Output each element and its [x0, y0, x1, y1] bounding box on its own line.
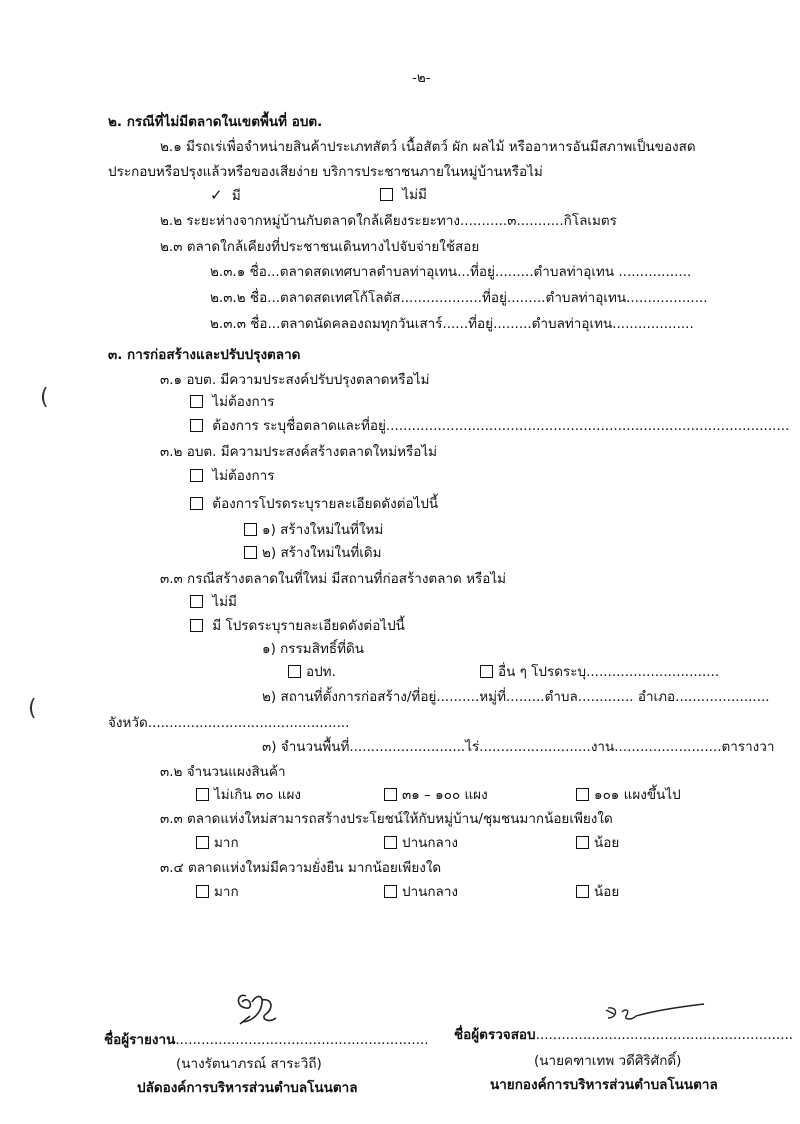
stalls-option-3[interactable] — [576, 785, 681, 805]
reporter-dots: ........................................................... — [175, 1032, 429, 1048]
question-2-3: ๒.๓ ตลาดใกล้เคียงที่ประชาชนเดินทางไปจับจ่ายใช้สอย — [160, 239, 480, 255]
option-label: อปท. — [306, 664, 336, 680]
section3-heading: ๓. การก่อสร้างและปรับปรุงตลาด — [108, 347, 301, 363]
option-label: น้อย — [594, 835, 620, 851]
checkbox-icon[interactable] — [480, 665, 493, 678]
checker-signature-line — [454, 1025, 793, 1045]
option-label: ๑) สร้างใหม่ในที่ใหม่ — [262, 522, 384, 538]
checker-dots: ............................................................ — [535, 1027, 794, 1043]
checkbox-icon[interactable] — [190, 619, 203, 632]
section2-heading: ๒. กรณีที่ไม่มีตลาดในเขตพื้นที่ อบต. — [108, 114, 323, 130]
question-3-1: ๓.๑ อบต. มีความประสงค์ปรับปรุงตลาดหรือไม่ — [160, 372, 430, 388]
option-label: มาก — [214, 835, 239, 851]
checkbox-icon[interactable] — [288, 665, 301, 678]
question-3-2: ๓.๒ อบต. มีความประสงค์สร้างตลาดใหม่หรือไม่ — [160, 444, 438, 460]
punch-mark: ( — [28, 696, 37, 721]
option-label: ไม่เกิน ๓๐ แผง — [214, 787, 301, 803]
reporter-label: ชื่อผู้รายงาน — [104, 1032, 176, 1048]
checkbox-icon[interactable] — [190, 595, 203, 608]
site-area: ๓) จำนวนพื้นที่...........................ไร่..........................งาน.........................ตารางวา — [262, 739, 775, 755]
site-location: ๒) สถานที่ตั้งการก่อสร้าง/ที่อยู่..........หมู่ที่.........ตำบล............. อำเภอ...................... — [262, 689, 770, 705]
checkbox-icon[interactable] — [190, 469, 203, 482]
question-2-2: ๒.๒ ระยะห่างจากหมู่บ้านกับตลาดใกล้เคียงระยะทาง...........๓...........กิโลเมตร — [160, 213, 617, 229]
punch-mark: ( — [40, 385, 49, 410]
option-yes-label: มี — [231, 188, 241, 204]
checker-position: นายกองค์การบริหารส่วนตำบลโนนตาล — [490, 1077, 718, 1093]
option-label: ต้องการโปรดระบุรายละเอียดดังต่อไปนี้ — [212, 496, 439, 512]
option-label: ๒) สร้างใหม่ในที่เดิม — [262, 545, 382, 561]
land-option-other[interactable] — [480, 662, 719, 682]
option-3-2-sub1[interactable] — [244, 520, 383, 540]
question-2-1-line2: ประกอบหรือปรุงแล้วหรือของเสียง่าย บริการประชาชนภายในหมู่บ้านหรือไม่ — [108, 164, 543, 180]
question-benefit: ๓.๓ ตลาดแห่งใหม่สามารถสร้างประโยชน์ให้กับหมู่บ้าน/ชุมชนมากน้อยเพียงใด — [160, 811, 613, 827]
option-label: ๓๑ – ๑๐๐ แผง — [402, 787, 488, 803]
checker-name: (นายคฑาเทพ วดีศิริศักดิ์) — [534, 1053, 682, 1069]
benefit-option-2[interactable] — [384, 833, 458, 853]
checkbox-icon[interactable] — [380, 188, 393, 201]
option-no-label: ไม่มี — [402, 187, 427, 203]
option-3-2-sub2[interactable] — [244, 543, 382, 563]
market-2-3-1: ๒.๓.๑ ชื่อ...ตลาดสดเทศบาลตำบลท่าอุเทน...ที่อยู่.........ตำบลท่าอุเทน ................. — [210, 264, 692, 280]
reporter-name: (นางรัตนาภรณ์ สาระวิถี) — [176, 1056, 322, 1072]
option-label: ต้องการ ระบุชื่อตลาดและที่อยู่.............................................................................................. — [212, 418, 790, 434]
checkbox-icon[interactable] — [576, 788, 589, 801]
option-3-3-no[interactable] — [190, 592, 237, 612]
question-stalls: ๓.๒ จำนวนแผงสินค้า — [160, 764, 286, 780]
checkbox-icon[interactable] — [576, 836, 589, 849]
page-number: -๒- — [412, 70, 431, 86]
option-label: ปานกลาง — [402, 835, 458, 851]
land-ownership-label: ๑) กรรมสิทธิ์ที่ดิน — [262, 641, 364, 657]
checkbox-icon[interactable] — [384, 885, 397, 898]
checkbox-icon[interactable] — [196, 788, 209, 801]
checkbox-icon[interactable] — [384, 836, 397, 849]
checkbox-icon[interactable] — [190, 395, 203, 408]
option-label: มาก — [214, 884, 239, 900]
option-label: อื่น ๆ โปรดระบุ............................... — [498, 664, 720, 680]
option-3-1-yes[interactable] — [190, 416, 789, 436]
checkbox-icon[interactable] — [244, 546, 257, 559]
checkbox-icon[interactable] — [190, 497, 203, 510]
option-yes[interactable] — [210, 185, 241, 206]
benefit-option-3[interactable] — [576, 833, 619, 853]
option-label: ไม่ต้องการ — [212, 468, 275, 484]
checkbox-icon[interactable] — [196, 836, 209, 849]
market-2-3-2: ๒.๓.๒ ชื่อ...ตลาดสดเทศโก้โลตัส...................ที่อยู่.........ตำบลท่าอุเทน................... — [210, 290, 708, 306]
reporter-position: ปลัดองค์การบริหารส่วนตำบลโนนตาล — [137, 1080, 358, 1096]
sustain-option-1[interactable] — [196, 882, 239, 902]
sustain-option-2[interactable] — [384, 882, 458, 902]
option-label: ไม่ต้องการ — [212, 394, 275, 410]
market-2-3-3: ๒.๓.๓ ชื่อ...ตลาดนัดคลองถมทุกวันเสาร์......ที่อยู่.........ตำบลท่าอุเทน................... — [210, 316, 694, 332]
checkbox-icon[interactable] — [384, 788, 397, 801]
checkbox-icon[interactable] — [190, 419, 203, 432]
sustain-option-3[interactable] — [576, 882, 619, 902]
benefit-option-1[interactable] — [196, 833, 239, 853]
question-3-3: ๓.๓ กรณีสร้างตลาดในที่ใหม่ มีสถานที่ก่อสร้างตลาด หรือไม่ — [160, 571, 507, 587]
option-label: ปานกลาง — [402, 884, 458, 900]
stalls-option-2[interactable] — [384, 785, 488, 805]
reporter-signature — [232, 988, 282, 1033]
option-3-2-no[interactable] — [190, 466, 274, 486]
site-province: จังหวัด............................................... — [108, 715, 350, 731]
option-no[interactable] — [380, 185, 427, 205]
option-label: น้อย — [594, 884, 620, 900]
checkbox-icon[interactable] — [576, 885, 589, 898]
option-label: มี โปรดระบุรายละเอียดดังต่อไปนี้ — [212, 618, 405, 634]
option-3-3-yes[interactable] — [190, 616, 405, 636]
checkbox-icon[interactable] — [196, 885, 209, 898]
option-label: ไม่มี — [212, 594, 237, 610]
stalls-option-1[interactable] — [196, 785, 301, 805]
option-label: ๑๐๑ แผงขึ้นไป — [594, 787, 681, 803]
question-2-1-line1: ๒.๑ มีรถเร่เพื่อจำหน่ายสินค้าประเภทสัตว์ เนื้อสัตว์ ผัก ผลไม้ หรืออาหารอันมีสภาพเป็นของสด — [160, 139, 696, 155]
option-3-2-yes[interactable] — [190, 494, 438, 514]
option-3-1-no[interactable] — [190, 392, 274, 412]
checker-label: ชื่อผู้ตรวจสอบ — [454, 1027, 536, 1043]
land-option-lao[interactable] — [288, 662, 336, 682]
question-sustainability: ๓.๔ ตลาดแห่งใหม่มีความยั่งยืน มากน้อยเพียงใด — [160, 860, 442, 876]
checkbox-icon[interactable] — [244, 523, 257, 536]
reporter-signature-line — [104, 1030, 429, 1050]
check-mark-icon: ✓ — [210, 186, 223, 204]
